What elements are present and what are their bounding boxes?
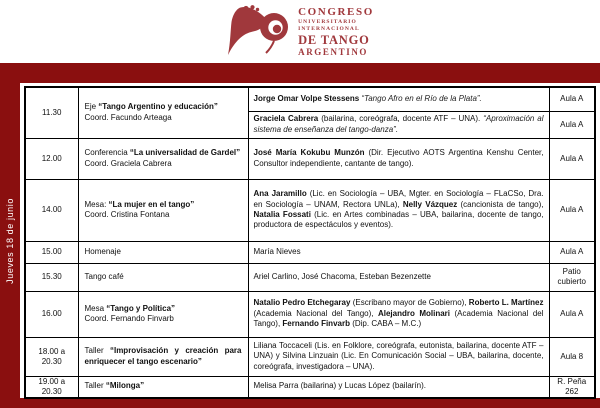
speaker-name: Jorge Omar Volpe Stessens — [253, 94, 362, 104]
bottom-band-divider — [0, 398, 600, 408]
speaker-name: Natalia Fossati — [253, 210, 315, 219]
tango-dancers-swirl-icon — [226, 4, 292, 60]
time-cell: 14.00 — [25, 179, 78, 241]
event-cell — [78, 241, 248, 263]
speaker-name: José María Kokubu Munzón — [253, 148, 369, 158]
speaker-credentials: (cancionista de tango), — [460, 199, 544, 209]
table-row — [25, 179, 595, 241]
logo-wordmark — [298, 7, 374, 57]
event-title: “La mujer en el tango” — [108, 199, 195, 209]
logo-line: INTERNACIONAL — [298, 25, 360, 32]
event-coordinator: Coord. Graciela Cabrera — [84, 158, 172, 168]
logo-line: CONGRESO — [298, 6, 374, 19]
event-type: Homenaje — [84, 246, 121, 256]
talk-title: “Tango Afro en el Río de la Plata”. — [361, 94, 482, 104]
event-title: “Milonga” — [105, 381, 145, 391]
room-cell: Aula A — [549, 111, 595, 138]
schedule-table — [24, 86, 596, 399]
event-coordinator: Coord. Fernando Finvarb — [84, 314, 174, 323]
table-row — [25, 138, 595, 179]
event-cell — [78, 138, 248, 179]
event-type: Tango café — [84, 271, 124, 281]
time-cell: 15.00 — [25, 241, 78, 263]
event-cell — [78, 337, 248, 376]
event-title: “Improvisación y creación para enriquecer el tango escenario” — [84, 346, 242, 366]
speaker-name: Melisa Parra (bailarina) y Lucas López (bailarín). — [253, 381, 427, 391]
room-cell: Aula A — [549, 87, 595, 111]
speakers-cell — [248, 263, 549, 291]
speaker-name: Alejandro Molinari — [377, 308, 455, 318]
event-cell — [78, 179, 248, 241]
room-cell: Aula A — [549, 179, 595, 241]
event-type: Mesa: — [84, 199, 109, 209]
event-type: Eje — [84, 102, 99, 112]
event-cell — [78, 376, 248, 398]
time-cell: 19.00 a 20.30 — [25, 376, 78, 398]
event-title: “Tango y Política” — [106, 303, 176, 313]
speakers-cell — [248, 291, 549, 337]
event-type: Mesa — [84, 303, 107, 313]
room-cell: Aula A — [549, 138, 595, 179]
speaker-credentials: (Escribano mayor de Gobierno), — [352, 298, 469, 308]
event-coordinator: Coord. Facundo Arteaga — [84, 112, 172, 122]
speakers-cell — [248, 87, 549, 111]
room-cell: Patio cubierto — [549, 263, 595, 291]
speaker-credentials: (Academia Nacional del Tango), — [253, 308, 544, 329]
room-cell: Aula A — [549, 291, 595, 337]
table-row — [25, 291, 595, 337]
table-row — [25, 376, 595, 398]
time-cell: 16.00 — [25, 291, 78, 337]
speakers-cell — [248, 179, 549, 241]
speaker-name: Fernando Finvarb — [282, 319, 353, 329]
speaker-name: María Nieves — [253, 246, 301, 256]
speaker-name: Natalio Pedro Etchegaray — [253, 298, 353, 308]
time-cell: 11.30 — [25, 87, 78, 138]
speaker-name: Nelly Vázquez — [402, 199, 461, 209]
room-cell: Aula 8 — [549, 337, 595, 376]
time-cell: 18.00 a 20.30 — [25, 337, 78, 376]
event-title: “Tango Argentino y educación” — [98, 102, 218, 112]
event-cell — [78, 263, 248, 291]
time-cell: 15.30 — [25, 263, 78, 291]
event-cell — [78, 291, 248, 337]
speaker-name: Ariel Carlino, José Chacoma, Esteban Bezenzette — [253, 271, 431, 281]
top-band-divider — [0, 63, 600, 83]
logo-line: ARGENTINO — [298, 46, 369, 57]
table-row — [25, 241, 595, 263]
day-label: Jueves 18 de junio — [5, 197, 15, 284]
speaker-credentials: (Academia Nacional del Tango), — [253, 308, 378, 318]
speakers-cell — [248, 241, 549, 263]
speaker-credentials: (Dir. Ejecutivo AOTS Argentina Kenshu Center, Consultor independiente, cantante de tango). — [253, 148, 544, 168]
speaker-credentials: (Dip. CABA – M.C.) — [352, 319, 422, 329]
logo-line: UNIVERSITARIO — [298, 18, 357, 25]
time-cell: 12.00 — [25, 138, 78, 179]
table-row — [25, 337, 595, 376]
speaker-name: Graciela Cabrera — [253, 114, 322, 124]
room-cell: Aula A — [549, 241, 595, 263]
speaker-name: Roberto L. Martínez — [468, 298, 544, 308]
table-row — [25, 87, 595, 111]
speakers-cell — [248, 111, 549, 138]
speaker-credentials: (Lic. en Artes combinadas – UBA, bailarina, docente de tango, productora de espectáculos y eventos). — [253, 210, 544, 230]
speakers-cell — [248, 376, 549, 398]
speakers-cell — [248, 138, 549, 179]
congress-logo — [0, 3, 600, 61]
speaker-credentials: (Lic. en Sociología – UBA, Mgter. en Sociología – FLaCSo, Dra. en Sociología – UNAM, Rectora UNLa), — [253, 189, 544, 209]
event-type: Taller — [84, 346, 110, 356]
room-cell: R. Peña 262 — [549, 376, 595, 398]
speaker-name: Ana Jaramillo — [253, 189, 310, 199]
talk-title: “Aproximación al sistema de enseñanza del tango-danza”. — [253, 114, 544, 134]
event-type: Taller — [84, 381, 106, 391]
speakers-cell — [248, 337, 549, 376]
event-cell — [78, 87, 248, 138]
speaker-credentials: (bailarina, coreógrafa, docente ATF – UNA). — [321, 114, 484, 124]
speaker-credentials: Liliana Toccaceli (Lis. en Folklore, coreógrafa, eutonista, bailarina, docente ATF – UNA) y Silvina Linzuain (Lic. En Comunicación Social – UBA, bailarina, docente, coreógrafa, investigadora – UNA). — [253, 340, 544, 371]
event-type: Conferencia — [84, 148, 130, 158]
event-title: “La universalidad de Gardel” — [129, 148, 241, 158]
logo-line: DE TANGO — [298, 32, 370, 47]
day-sidebar — [0, 83, 20, 398]
table-row — [25, 263, 595, 291]
event-coordinator: Coord. Cristina Fontana — [84, 210, 170, 219]
